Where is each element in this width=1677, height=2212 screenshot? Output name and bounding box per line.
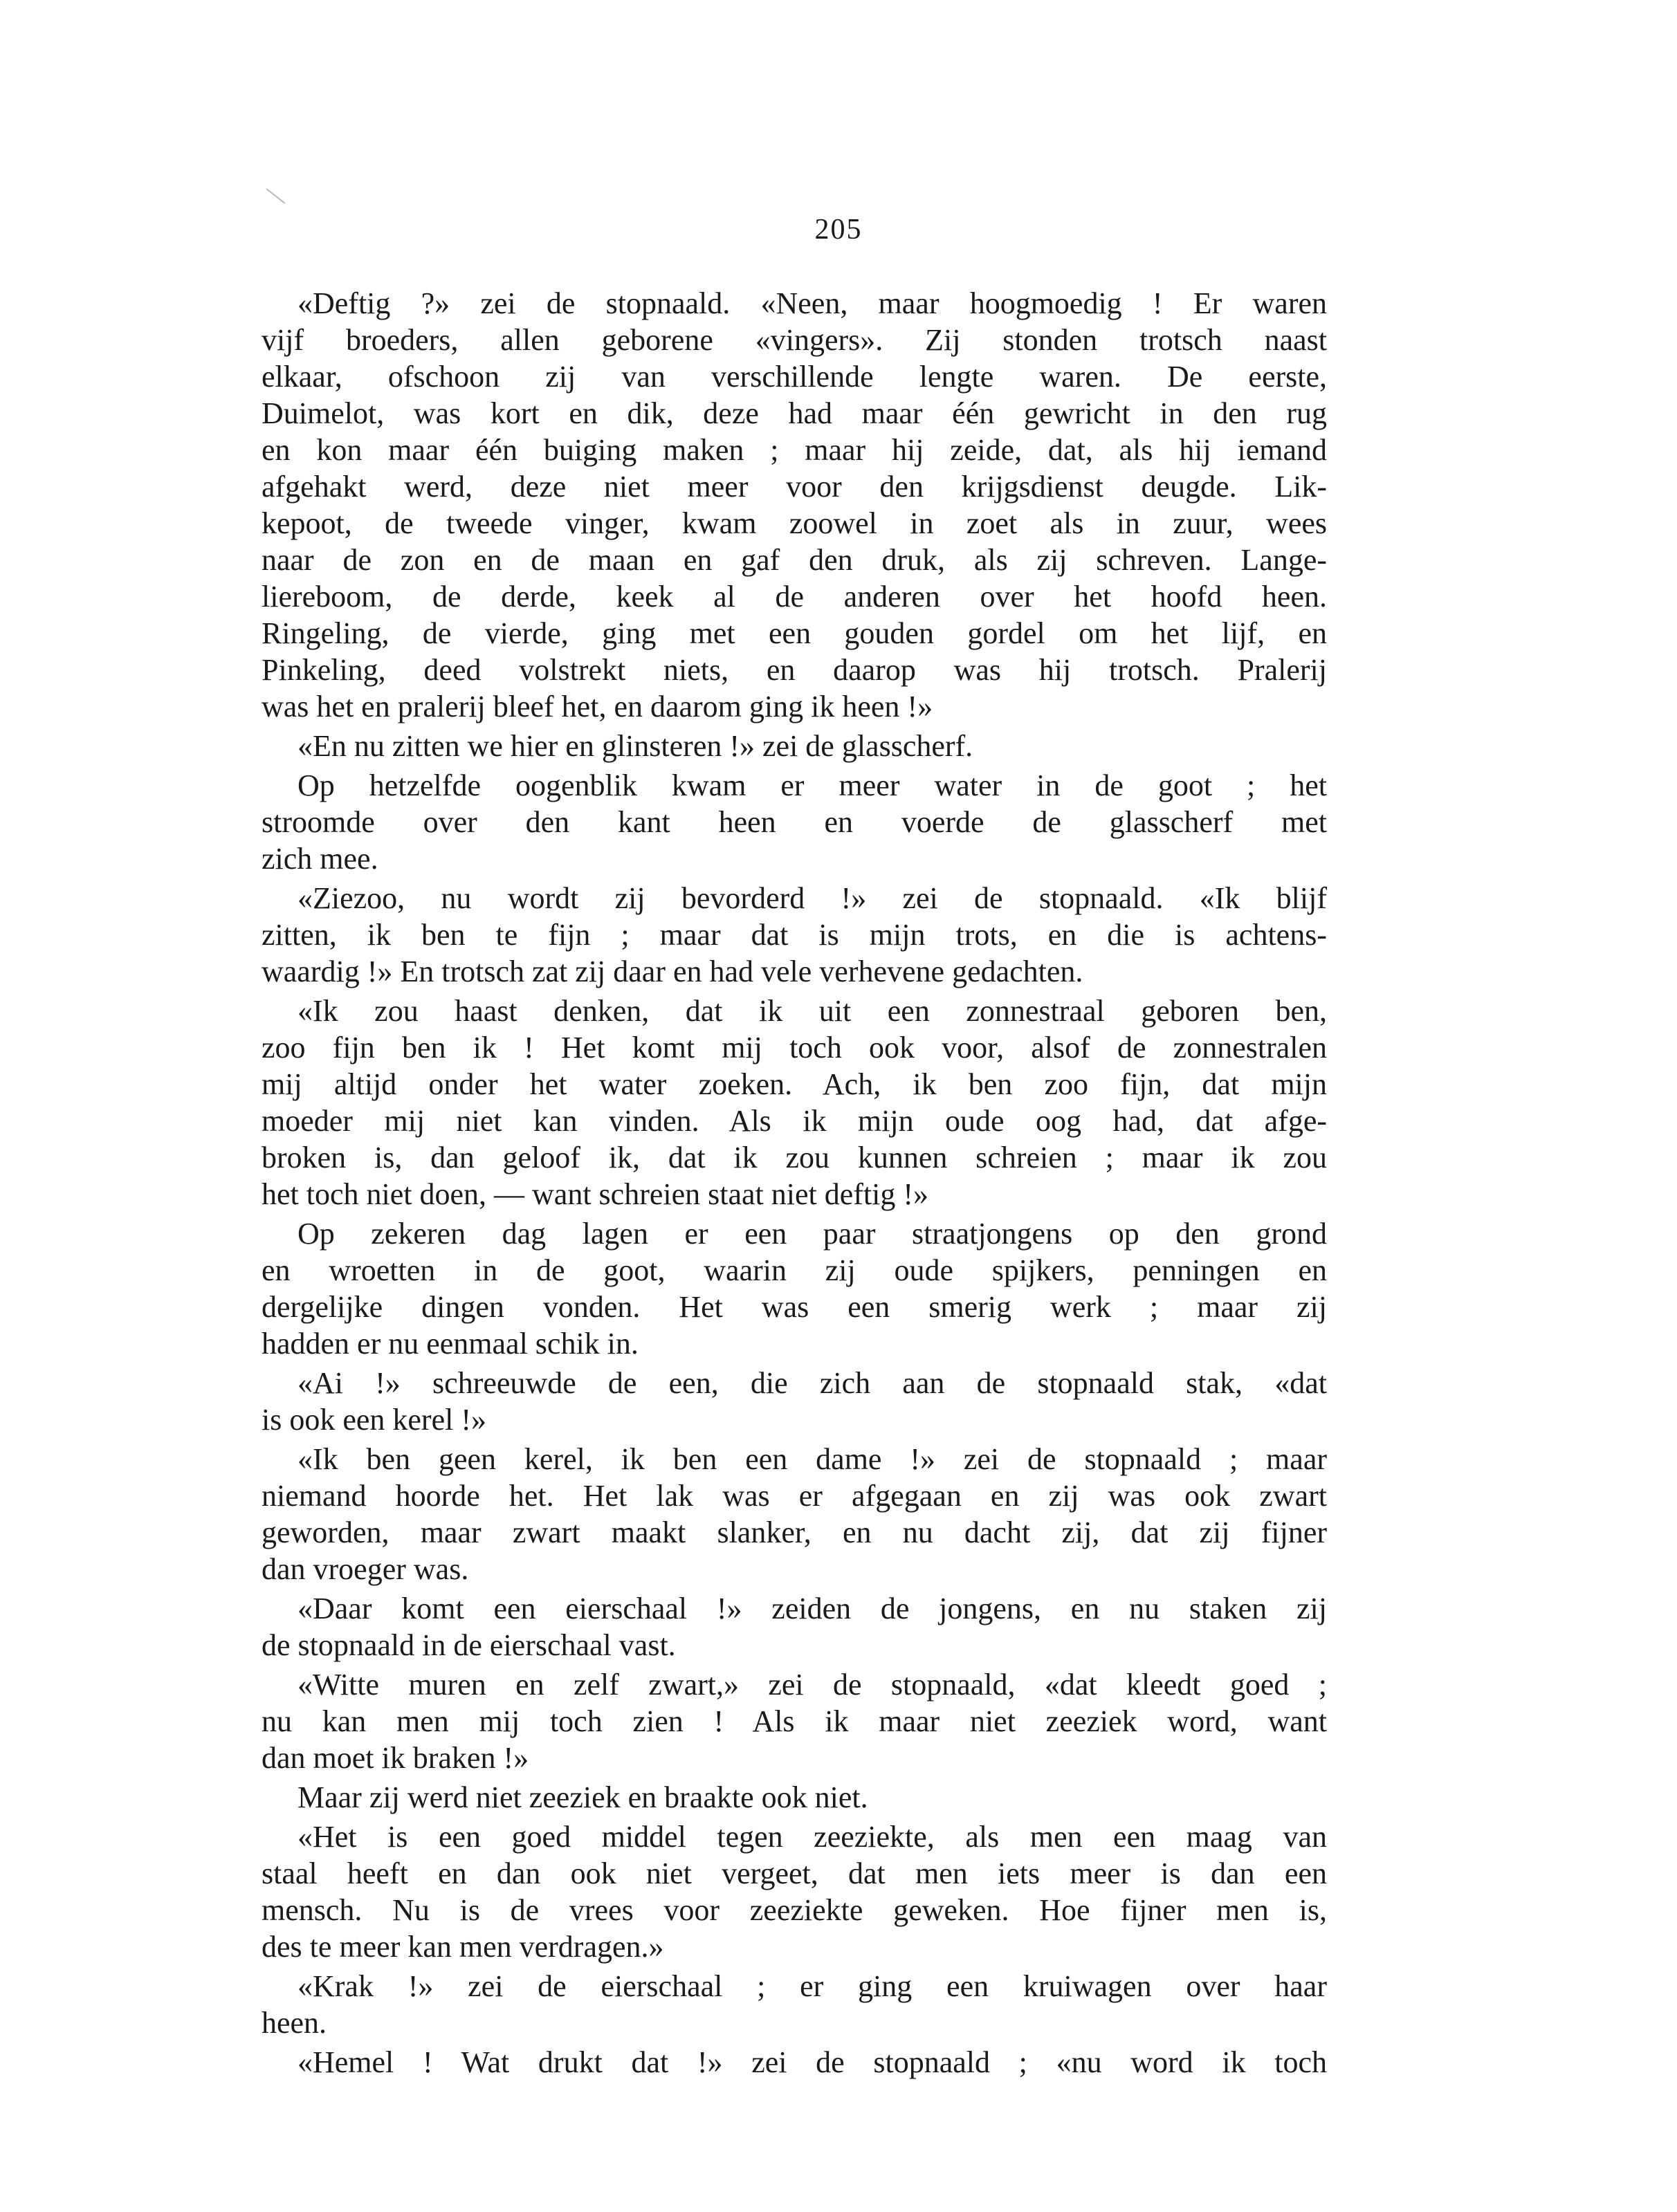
text-line: «Krak !» zei de eierschaal ; er ging een kruiwagen over haar — [297, 1969, 1327, 2003]
text-line: geworden, maar zwart maakt slanker, en nu dacht zij, dat zij fijner — [262, 1515, 1327, 1549]
text-line: de stopnaald in de eierschaal vast. — [262, 1628, 676, 1662]
paragraph — [262, 1441, 1327, 1587]
text-line: heen. — [262, 2006, 327, 2040]
text-line: vijf broeders, allen geborene «vingers». Zij stonden trotsch naast — [262, 323, 1327, 357]
text-line: «En nu zitten we hier en glinsteren !» zei de glasscherf. — [297, 729, 973, 763]
paragraph — [262, 880, 1327, 990]
text-line: zitten, ik ben te fijn ; maar dat is mijn trots, en die is achtens- — [262, 918, 1327, 952]
text-line: dan moet ik braken !» — [262, 1741, 529, 1775]
text-line: is ook een kerel !» — [262, 1403, 486, 1437]
paragraph — [262, 2044, 1327, 2081]
text-line: en wroetten in de goot, waarin zij oude spijkers, penningen en — [262, 1253, 1327, 1287]
text-line: «Ik zou haast denken, dat ik uit een zonnestraal geboren ben, — [297, 994, 1327, 1028]
body-text — [262, 285, 1327, 2083]
text-line: mij altijd onder het water zoeken. Ach, ik ben zoo fijn, dat mijn — [262, 1067, 1327, 1101]
text-line: Maar zij werd niet zeeziek en braakte ook niet. — [297, 1780, 868, 1814]
paragraph — [262, 1818, 1327, 1965]
text-line: staal heeft en dan ook niet vergeet, dat men iets meer is dan een — [262, 1856, 1327, 1890]
paragraph — [262, 767, 1327, 877]
text-line: naar de zon en de maan en gaf den druk, als zij schreven. Lange- — [262, 543, 1327, 577]
text-line: zoo fijn ben ik ! Het komt mij toch ook voor, alsof de zonnestralen — [262, 1031, 1327, 1064]
text-line: «Deftig ?» zei de stopnaald. «Neen, maar hoogmoedig ! Er waren — [297, 286, 1327, 320]
paragraph — [262, 1365, 1327, 1438]
text-line: zich mee. — [262, 842, 378, 876]
paragraph — [262, 1666, 1327, 1776]
text-line: «Witte muren en zelf zwart,» zei de stopnaald, «dat kleedt goed ; — [297, 1668, 1327, 1702]
paragraph — [262, 728, 1327, 764]
paragraph — [262, 1215, 1327, 1362]
text-line: niemand hoorde het. Het lak was er afgegaan en zij was ook zwart — [262, 1479, 1327, 1513]
text-line: «Ziezoo, nu wordt zij bevorderd !» zei de stopnaald. «Ik blijf — [297, 881, 1327, 915]
paragraph — [262, 285, 1327, 725]
scan-mark — [266, 188, 285, 204]
text-line: Op zekeren dag lagen er een paar straatjongens op den grond — [297, 1217, 1327, 1251]
text-line: kepoot, de tweede vinger, kwam zoowel in zoet als in zuur, wees — [262, 506, 1327, 540]
text-line: broken is, dan geloof ik, dat ik zou kunnen schreien ; maar ik zou — [262, 1141, 1327, 1174]
text-line: waardig !» En trotsch zat zij daar en had vele verhevene gedachten. — [262, 955, 1083, 988]
text-line: elkaar, ofschoon zij van verschillende lengte waren. De eerste, — [262, 360, 1327, 394]
paragraph — [262, 1590, 1327, 1663]
text-line: des te meer kan men verdragen.» — [262, 1930, 664, 1964]
text-line: moeder mij niet kan vinden. Als ik mijn oude oog had, dat afge- — [262, 1104, 1327, 1138]
text-line: «Ik ben geen kerel, ik ben een dame !» zei de stopnaald ; maar — [297, 1442, 1327, 1476]
text-line: mensch. Nu is de vrees voor zeeziekte geweken. Hoe fijner men is, — [262, 1893, 1327, 1927]
text-line: liereboom, de derde, keek al de anderen over het hoofd heen. — [262, 580, 1327, 614]
paragraph — [262, 993, 1327, 1213]
text-line: «Het is een goed middel tegen zeeziekte, als men een maag van — [297, 1820, 1327, 1854]
text-line: dan vroeger was. — [262, 1552, 469, 1586]
text-line: stroomde over den kant heen en voerde de glasscherf met — [262, 805, 1327, 839]
text-line: dergelijke dingen vonden. Het was een smerig werk ; maar zij — [262, 1290, 1327, 1324]
text-line: afgehakt werd, deze niet meer voor den krijgsdienst deugde. Lik- — [262, 470, 1327, 504]
text-line: nu kan men mij toch zien ! Als ik maar niet zeeziek word, want — [262, 1704, 1327, 1738]
text-line: Duimelot, was kort en dik, deze had maar één gewricht in den rug — [262, 396, 1327, 430]
text-line: het toch niet doen, — want schreien staat niet deftig !» — [262, 1177, 929, 1211]
text-line: «Daar komt een eierschaal !» zeiden de jongens, en nu staken zij — [297, 1592, 1327, 1625]
paragraph — [262, 1968, 1327, 2041]
text-line: was het en pralerij bleef het, en daarom ging ik heen !» — [262, 690, 933, 723]
text-line: Ringeling, de vierde, ging met een gouden gordel om het lijf, en — [262, 616, 1327, 650]
text-line: hadden er nu eenmaal schik in. — [262, 1327, 639, 1361]
text-line: Pinkeling, deed volstrekt niets, en daarop was hij trotsch. Pralerij — [262, 653, 1327, 687]
text-line: «Ai !» schreeuwde de een, die zich aan de stopnaald stak, «dat — [297, 1366, 1327, 1400]
text-line: Op hetzelfde oogenblik kwam er meer water in de goot ; het — [297, 768, 1327, 802]
text-line: en kon maar één buiging maken ; maar hij zeide, dat, als hij iemand — [262, 433, 1327, 467]
page-number: 205 — [814, 214, 863, 246]
text-line: «Hemel ! Wat drukt dat !» zei de stopnaald ; «nu word ik toch — [297, 2045, 1327, 2079]
paragraph — [262, 1779, 1327, 1816]
